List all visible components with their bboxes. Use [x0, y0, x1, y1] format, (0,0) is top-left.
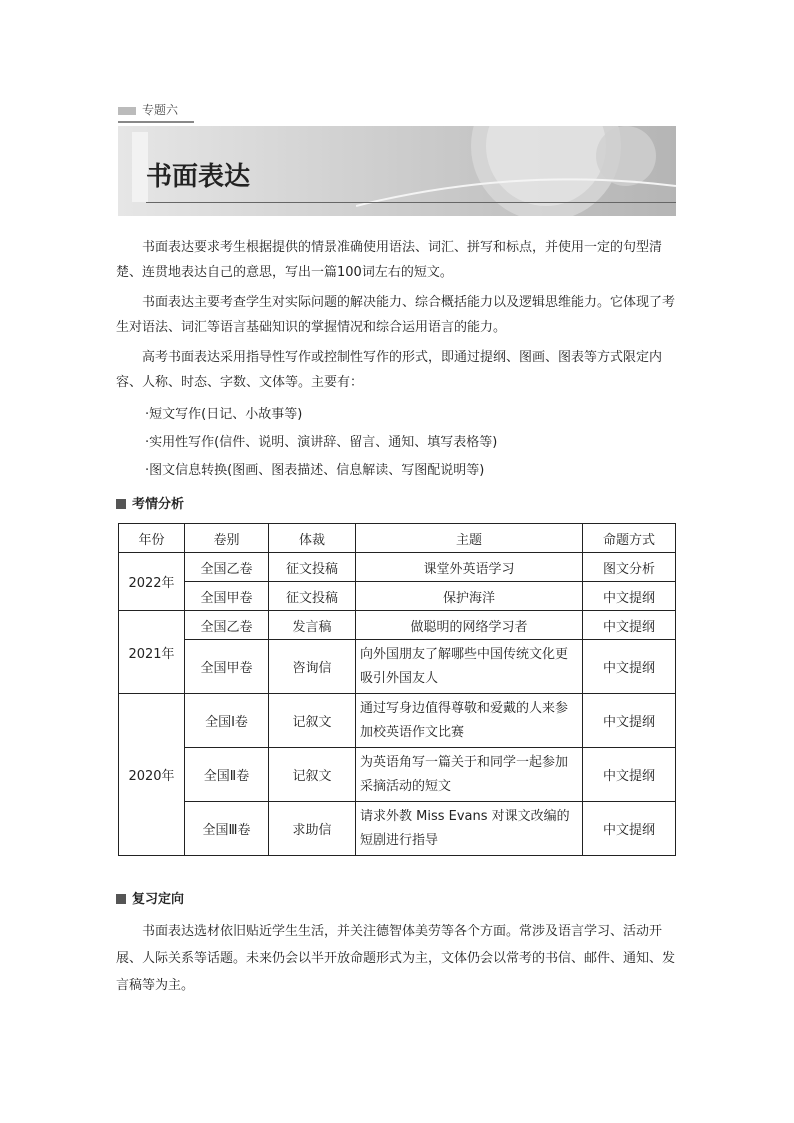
theme-cell: 向外国朋友了解哪些中国传统文化更吸引外国友人: [356, 640, 583, 694]
genre-cell: 记叙文: [269, 748, 356, 802]
section-heading-analysis: 考情分析: [116, 493, 184, 512]
genre-cell: 求助信: [269, 802, 356, 856]
paper-cell: 全国Ⅱ卷: [185, 748, 269, 802]
method-cell: 中文提纲: [583, 748, 676, 802]
page-title: 书面表达: [146, 162, 251, 192]
banner-rule: [146, 202, 676, 203]
method-cell: 图文分析: [583, 553, 676, 582]
section-square-icon: [116, 894, 126, 904]
theme-cell: 请求外教 Miss Evans 对课文改编的短剧进行指导: [356, 802, 583, 856]
section-square-icon: [116, 499, 126, 509]
genre-cell: 发言稿: [269, 611, 356, 640]
table-row: [119, 640, 676, 694]
theme-cell: 做聪明的网络学习者: [356, 611, 583, 640]
year-cell: 2020年: [119, 694, 185, 856]
method-cell: 中文提纲: [583, 582, 676, 611]
topic-text: 专题六: [142, 103, 179, 117]
bullet-item: ·短文写作(日记、小故事等): [145, 407, 303, 422]
table-row: [119, 694, 676, 748]
paper-cell: 全国甲卷: [185, 640, 269, 694]
method-cell: 中文提纲: [583, 802, 676, 856]
year-cell: 2022年: [119, 553, 185, 611]
paper-cell: 全国Ⅰ卷: [185, 694, 269, 748]
intro-paragraph-3: 高考书面表达采用指导性写作或控制性写作的形式，即通过提纲、图画、图表等方式限定内容、人称、时态、字数、文体等。主要有：: [116, 350, 663, 390]
genre-cell: 记叙文: [269, 694, 356, 748]
genre-cell: 征文投稿: [269, 582, 356, 611]
intro-paragraph-2: 书面表达主要考查学生对实际问题的解决能力、综合概括能力以及逻辑思维能力。它体现了考生对语法、词汇等语言基础知识的掌握情况和综合运用语言的能力。: [116, 295, 676, 335]
year-cell: 2021年: [119, 611, 185, 694]
header-genre: 体裁: [269, 524, 356, 553]
table-header-row: [119, 524, 676, 553]
table-row: [119, 582, 676, 611]
section-heading-review: 复习定向: [116, 888, 184, 907]
genre-cell: 征文投稿: [269, 553, 356, 582]
bullet-item: ·实用性写作(信件、说明、演讲辞、留言、通知、填写表格等): [145, 435, 498, 450]
theme-cell: 通过写身边值得尊敬和爱戴的人来参加校英语作文比赛: [356, 694, 583, 748]
theme-cell: 保护海洋: [356, 582, 583, 611]
method-cell: 中文提纲: [583, 694, 676, 748]
header-method: 命题方式: [583, 524, 676, 553]
table-row: [119, 553, 676, 582]
analysis-table: [118, 523, 676, 856]
header-paper: 卷别: [185, 524, 269, 553]
theme-cell: 课堂外英语学习: [356, 553, 583, 582]
bullet-item: ·图文信息转换(图画、图表描述、信息解读、写图配说明等): [145, 463, 485, 478]
paper-cell: 全国乙卷: [185, 553, 269, 582]
table-row: [119, 611, 676, 640]
topic-label: [118, 101, 194, 123]
table-row: [119, 748, 676, 802]
paper-cell: 全国甲卷: [185, 582, 269, 611]
method-cell: 中文提纲: [583, 611, 676, 640]
theme-cell: 为英语角写一篇关于和同学一起参加采摘活动的短文: [356, 748, 583, 802]
header-theme: 主题: [356, 524, 583, 553]
intro-paragraph-1: 书面表达要求考生根据提供的情景准确使用语法、词汇、拼写和标点，并使用一定的句型清楚、连贯地表达自己的意思，写出一篇100词左右的短文。: [116, 240, 663, 280]
method-cell: 中文提纲: [583, 640, 676, 694]
topic-bar-icon: [118, 107, 136, 115]
table-row: [119, 802, 676, 856]
paper-cell: 全国Ⅲ卷: [185, 802, 269, 856]
title-banner: [118, 126, 676, 216]
review-paragraph: 书面表达选材依旧贴近学生生活，并关注德智体美劳等各个方面。常涉及语言学习、活动开展、人际关系等话题。未来仍会以半开放命题形式为主，文体仍会以常考的书信、邮件、通知、发言稿等为主。: [116, 924, 676, 993]
genre-cell: 咨询信: [269, 640, 356, 694]
paper-cell: 全国乙卷: [185, 611, 269, 640]
header-year: 年份: [119, 524, 185, 553]
